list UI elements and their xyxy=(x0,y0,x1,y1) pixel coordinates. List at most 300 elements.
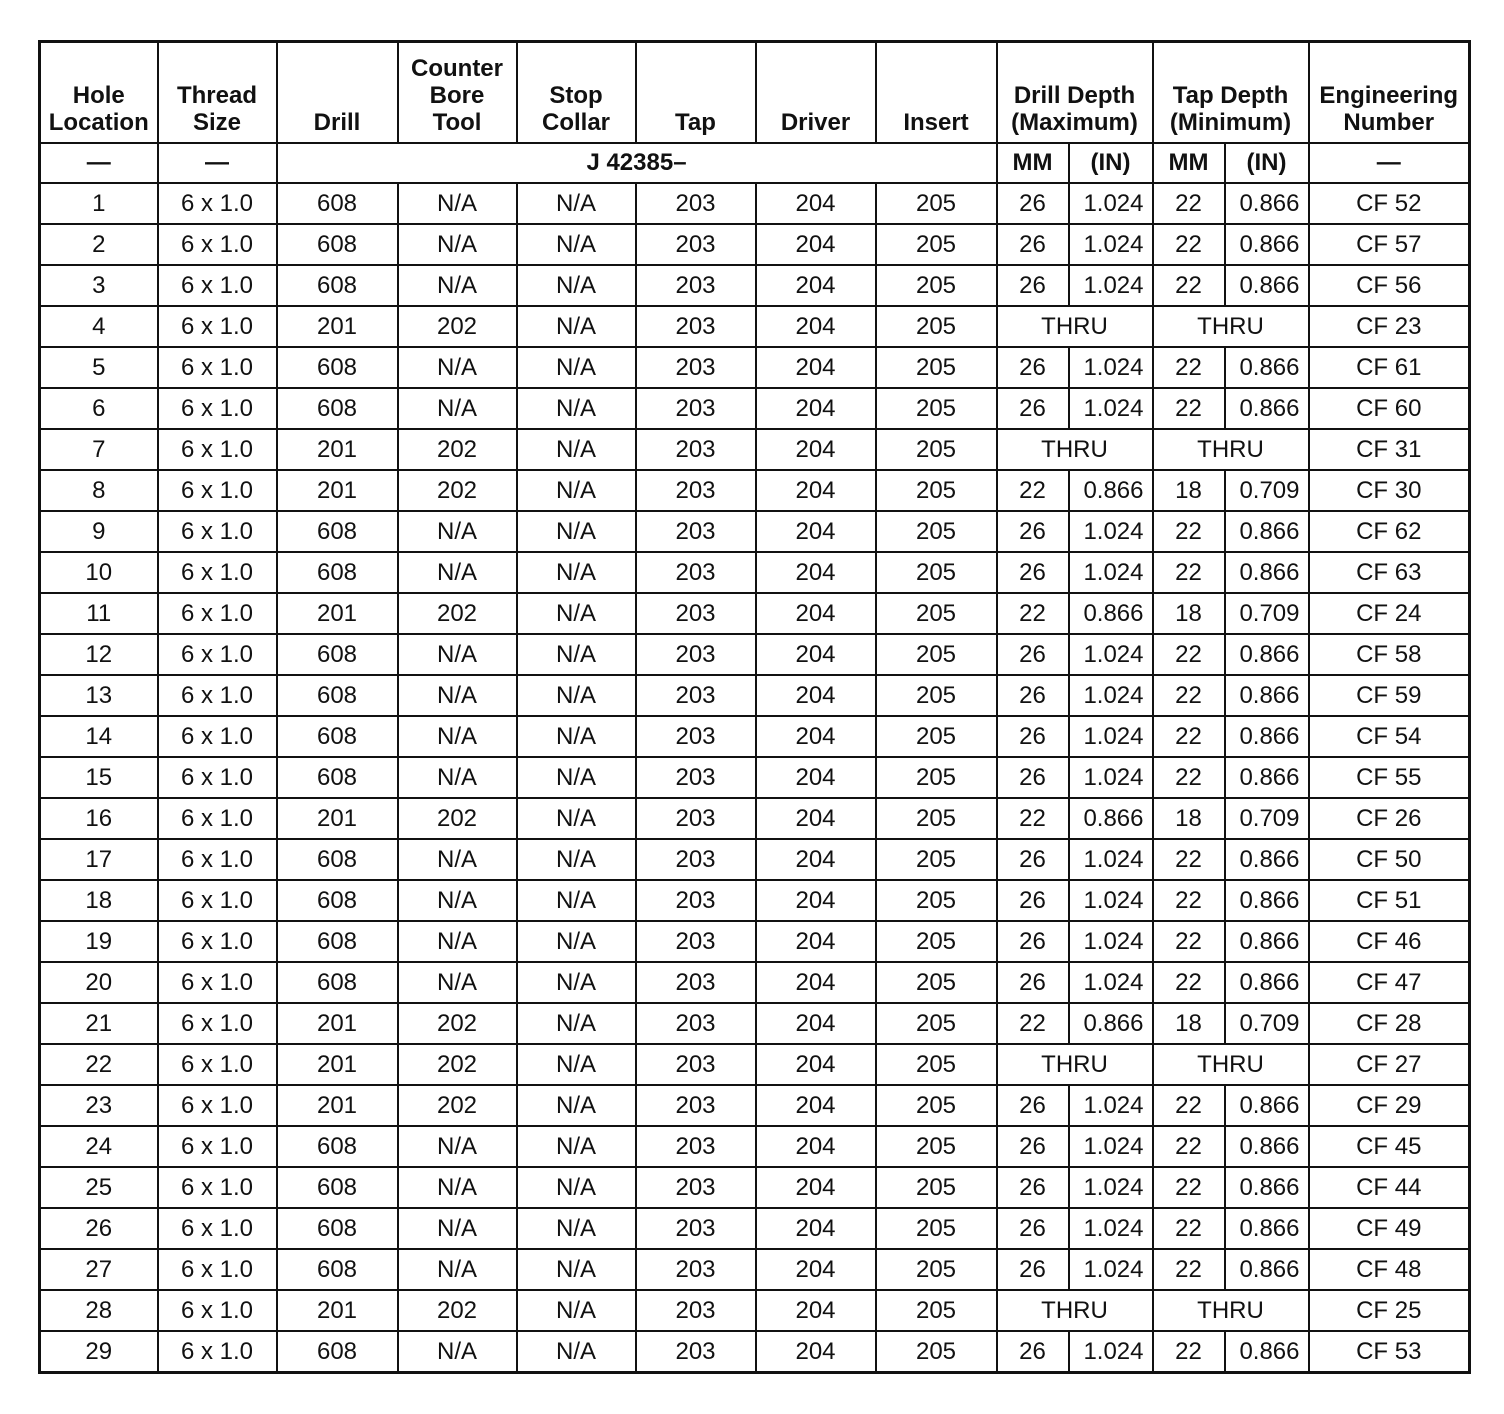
cell-tap-depth-in: 0.866 xyxy=(1225,347,1309,388)
cell-drill: 201 xyxy=(277,798,398,839)
cell-hole-location: 14 xyxy=(40,716,158,757)
cell-tap-depth-in: 0.866 xyxy=(1225,1085,1309,1126)
cell-tap: 203 xyxy=(636,306,756,347)
cell-tap-depth-mm: 22 xyxy=(1153,716,1225,757)
table-row xyxy=(40,1249,1470,1290)
cell-drill: 201 xyxy=(277,306,398,347)
cell-hole-location: 29 xyxy=(40,1331,158,1373)
cell-insert: 205 xyxy=(876,798,997,839)
header-row xyxy=(40,42,1470,144)
cell-stop-collar: N/A xyxy=(517,306,636,347)
cell-tap: 203 xyxy=(636,347,756,388)
cell-engineering-number: CF 44 xyxy=(1309,1167,1470,1208)
cell-stop-collar: N/A xyxy=(517,1126,636,1167)
cell-drill: 608 xyxy=(277,1331,398,1373)
cell-thread-size: 6 x 1.0 xyxy=(158,716,277,757)
cell-tap-depth-in: 0.866 xyxy=(1225,1126,1309,1167)
cell-drill-depth-in: 1.024 xyxy=(1069,1249,1153,1290)
cell-tap-depth-thru: THRU xyxy=(1153,306,1309,347)
cell-counter-bore-tool: N/A xyxy=(398,388,517,429)
table-row xyxy=(40,798,1470,839)
cell-hole-location: 26 xyxy=(40,1208,158,1249)
cell-tap-depth-in: 0.866 xyxy=(1225,552,1309,593)
cell-drill-depth-mm: 26 xyxy=(997,511,1069,552)
cell-engineering-number: CF 28 xyxy=(1309,1003,1470,1044)
cell-stop-collar: N/A xyxy=(517,716,636,757)
cell-driver: 204 xyxy=(756,757,876,798)
cell-stop-collar: N/A xyxy=(517,1167,636,1208)
subheader-tap-mm: MM xyxy=(1153,143,1225,183)
cell-insert: 205 xyxy=(876,1167,997,1208)
cell-insert: 205 xyxy=(876,921,997,962)
cell-stop-collar: N/A xyxy=(517,265,636,306)
cell-counter-bore-tool: 202 xyxy=(398,593,517,634)
cell-stop-collar: N/A xyxy=(517,552,636,593)
cell-drill-depth-mm: 26 xyxy=(997,388,1069,429)
cell-thread-size: 6 x 1.0 xyxy=(158,839,277,880)
cell-drill-depth-mm: 26 xyxy=(997,757,1069,798)
cell-hole-location: 3 xyxy=(40,265,158,306)
table-row xyxy=(40,839,1470,880)
hole-specification-table xyxy=(38,40,1471,1374)
cell-tap: 203 xyxy=(636,1167,756,1208)
cell-driver: 204 xyxy=(756,880,876,921)
cell-insert: 205 xyxy=(876,1208,997,1249)
cell-driver: 204 xyxy=(756,593,876,634)
subheader-drill-in: (IN) xyxy=(1069,143,1153,183)
cell-drill-depth-in: 1.024 xyxy=(1069,552,1153,593)
cell-drill: 608 xyxy=(277,1167,398,1208)
table-row xyxy=(40,306,1470,347)
cell-tap: 203 xyxy=(636,839,756,880)
cell-driver: 204 xyxy=(756,1167,876,1208)
cell-insert: 205 xyxy=(876,511,997,552)
cell-tap-depth-mm: 22 xyxy=(1153,675,1225,716)
cell-tap-depth-in: 0.866 xyxy=(1225,1208,1309,1249)
cell-thread-size: 6 x 1.0 xyxy=(158,470,277,511)
cell-hole-location: 21 xyxy=(40,1003,158,1044)
cell-counter-bore-tool: N/A xyxy=(398,716,517,757)
header-drill-depth: Drill Depth (Maximum) xyxy=(997,42,1153,144)
cell-engineering-number: CF 54 xyxy=(1309,716,1470,757)
cell-tap-depth-mm: 22 xyxy=(1153,265,1225,306)
table-row xyxy=(40,1290,1470,1331)
table-row xyxy=(40,1331,1470,1373)
cell-tap: 203 xyxy=(636,388,756,429)
cell-drill: 201 xyxy=(277,1044,398,1085)
cell-thread-size: 6 x 1.0 xyxy=(158,1331,277,1373)
subheader-eng-dash: — xyxy=(1309,143,1470,183)
cell-hole-location: 9 xyxy=(40,511,158,552)
cell-drill-depth-in: 0.866 xyxy=(1069,470,1153,511)
cell-tap: 203 xyxy=(636,1290,756,1331)
cell-tap-depth-in: 0.866 xyxy=(1225,921,1309,962)
cell-thread-size: 6 x 1.0 xyxy=(158,1290,277,1331)
table-row xyxy=(40,1126,1470,1167)
cell-drill: 608 xyxy=(277,962,398,1003)
cell-tap-depth-mm: 18 xyxy=(1153,593,1225,634)
cell-drill: 608 xyxy=(277,347,398,388)
header-driver: Driver xyxy=(756,42,876,144)
cell-drill-depth-in: 1.024 xyxy=(1069,224,1153,265)
cell-tap-depth-mm: 22 xyxy=(1153,962,1225,1003)
cell-tap-depth-thru: THRU xyxy=(1153,1290,1309,1331)
cell-drill-depth-in: 1.024 xyxy=(1069,880,1153,921)
cell-drill-depth-mm: 26 xyxy=(997,1167,1069,1208)
cell-tap-depth-mm: 18 xyxy=(1153,470,1225,511)
cell-engineering-number: CF 63 xyxy=(1309,552,1470,593)
cell-tap: 203 xyxy=(636,429,756,470)
cell-engineering-number: CF 30 xyxy=(1309,470,1470,511)
cell-stop-collar: N/A xyxy=(517,1208,636,1249)
cell-tap-depth-mm: 22 xyxy=(1153,757,1225,798)
cell-stop-collar: N/A xyxy=(517,1249,636,1290)
cell-drill: 201 xyxy=(277,1290,398,1331)
cell-counter-bore-tool: N/A xyxy=(398,839,517,880)
cell-counter-bore-tool: N/A xyxy=(398,1249,517,1290)
cell-counter-bore-tool: N/A xyxy=(398,675,517,716)
cell-driver: 204 xyxy=(756,1249,876,1290)
table-row xyxy=(40,511,1470,552)
cell-tap-depth-in: 0.866 xyxy=(1225,962,1309,1003)
table-row xyxy=(40,880,1470,921)
cell-stop-collar: N/A xyxy=(517,798,636,839)
table-row xyxy=(40,593,1470,634)
cell-insert: 205 xyxy=(876,347,997,388)
cell-drill-depth-mm: 22 xyxy=(997,470,1069,511)
cell-thread-size: 6 x 1.0 xyxy=(158,224,277,265)
header-counter-bore-tool: Counter Bore Tool xyxy=(398,42,517,144)
cell-drill-depth-mm: 22 xyxy=(997,1003,1069,1044)
cell-tap-depth-in: 0.866 xyxy=(1225,880,1309,921)
cell-stop-collar: N/A xyxy=(517,388,636,429)
cell-stop-collar: N/A xyxy=(517,224,636,265)
cell-drill-depth-mm: 26 xyxy=(997,716,1069,757)
cell-drill-depth-mm: 26 xyxy=(997,1085,1069,1126)
cell-tap-depth-mm: 22 xyxy=(1153,1331,1225,1373)
cell-driver: 204 xyxy=(756,183,876,224)
cell-stop-collar: N/A xyxy=(517,757,636,798)
cell-drill-depth-mm: 26 xyxy=(997,347,1069,388)
cell-drill-depth-mm: 26 xyxy=(997,1126,1069,1167)
cell-hole-location: 23 xyxy=(40,1085,158,1126)
subheader-tap-in: (IN) xyxy=(1225,143,1309,183)
cell-drill: 608 xyxy=(277,388,398,429)
cell-hole-location: 16 xyxy=(40,798,158,839)
cell-insert: 205 xyxy=(876,306,997,347)
cell-drill-depth-in: 1.024 xyxy=(1069,347,1153,388)
cell-insert: 205 xyxy=(876,1126,997,1167)
cell-tap-depth-mm: 22 xyxy=(1153,880,1225,921)
cell-driver: 204 xyxy=(756,1085,876,1126)
cell-driver: 204 xyxy=(756,839,876,880)
cell-driver: 204 xyxy=(756,552,876,593)
cell-insert: 205 xyxy=(876,839,997,880)
cell-engineering-number: CF 57 xyxy=(1309,224,1470,265)
cell-driver: 204 xyxy=(756,1003,876,1044)
cell-counter-bore-tool: N/A xyxy=(398,1208,517,1249)
cell-thread-size: 6 x 1.0 xyxy=(158,347,277,388)
cell-tap: 203 xyxy=(636,552,756,593)
table-row xyxy=(40,265,1470,306)
cell-engineering-number: CF 25 xyxy=(1309,1290,1470,1331)
cell-stop-collar: N/A xyxy=(517,839,636,880)
cell-driver: 204 xyxy=(756,306,876,347)
cell-hole-location: 6 xyxy=(40,388,158,429)
cell-tap: 203 xyxy=(636,1085,756,1126)
cell-driver: 204 xyxy=(756,798,876,839)
table-row xyxy=(40,634,1470,675)
cell-insert: 205 xyxy=(876,962,997,1003)
cell-hole-location: 17 xyxy=(40,839,158,880)
cell-drill-depth-in: 1.024 xyxy=(1069,1208,1153,1249)
cell-insert: 205 xyxy=(876,675,997,716)
cell-tap-depth-in: 0.866 xyxy=(1225,716,1309,757)
cell-hole-location: 2 xyxy=(40,224,158,265)
cell-drill-depth-mm: 26 xyxy=(997,224,1069,265)
cell-counter-bore-tool: 202 xyxy=(398,798,517,839)
cell-insert: 205 xyxy=(876,224,997,265)
cell-drill-depth-in: 1.024 xyxy=(1069,757,1153,798)
cell-driver: 204 xyxy=(756,470,876,511)
table-row xyxy=(40,1208,1470,1249)
cell-drill-depth-mm: 26 xyxy=(997,1249,1069,1290)
cell-engineering-number: CF 58 xyxy=(1309,634,1470,675)
cell-tap-depth-mm: 22 xyxy=(1153,388,1225,429)
cell-tap-depth-mm: 18 xyxy=(1153,798,1225,839)
cell-stop-collar: N/A xyxy=(517,1331,636,1373)
cell-engineering-number: CF 50 xyxy=(1309,839,1470,880)
cell-drill-depth-thru: THRU xyxy=(997,429,1153,470)
cell-insert: 205 xyxy=(876,593,997,634)
cell-tap-depth-mm: 22 xyxy=(1153,1085,1225,1126)
cell-tap: 203 xyxy=(636,880,756,921)
cell-drill: 608 xyxy=(277,921,398,962)
cell-tap: 203 xyxy=(636,470,756,511)
cell-counter-bore-tool: 202 xyxy=(398,429,517,470)
cell-drill-depth-in: 1.024 xyxy=(1069,839,1153,880)
cell-drill: 608 xyxy=(277,1249,398,1290)
cell-engineering-number: CF 51 xyxy=(1309,880,1470,921)
cell-tap: 203 xyxy=(636,1126,756,1167)
table-row xyxy=(40,347,1470,388)
cell-thread-size: 6 x 1.0 xyxy=(158,1167,277,1208)
cell-tap-depth-in: 0.709 xyxy=(1225,1003,1309,1044)
table-row xyxy=(40,470,1470,511)
cell-counter-bore-tool: N/A xyxy=(398,1331,517,1373)
cell-counter-bore-tool: N/A xyxy=(398,224,517,265)
cell-hole-location: 18 xyxy=(40,880,158,921)
cell-counter-bore-tool: N/A xyxy=(398,552,517,593)
cell-tap-depth-thru: THRU xyxy=(1153,1044,1309,1085)
cell-hole-location: 4 xyxy=(40,306,158,347)
cell-hole-location: 10 xyxy=(40,552,158,593)
cell-tap-depth-in: 0.866 xyxy=(1225,1167,1309,1208)
cell-drill: 201 xyxy=(277,429,398,470)
table-row xyxy=(40,183,1470,224)
cell-driver: 204 xyxy=(756,1331,876,1373)
cell-tap-depth-mm: 22 xyxy=(1153,1249,1225,1290)
cell-engineering-number: CF 61 xyxy=(1309,347,1470,388)
cell-drill-depth-in: 1.024 xyxy=(1069,511,1153,552)
cell-drill: 608 xyxy=(277,675,398,716)
cell-drill: 201 xyxy=(277,1085,398,1126)
subheader-tool-prefix: J 42385– xyxy=(277,143,997,183)
cell-counter-bore-tool: N/A xyxy=(398,962,517,1003)
cell-tap: 203 xyxy=(636,962,756,1003)
cell-driver: 204 xyxy=(756,224,876,265)
cell-engineering-number: CF 55 xyxy=(1309,757,1470,798)
cell-drill: 201 xyxy=(277,593,398,634)
cell-drill: 608 xyxy=(277,265,398,306)
cell-driver: 204 xyxy=(756,716,876,757)
cell-driver: 204 xyxy=(756,1208,876,1249)
cell-stop-collar: N/A xyxy=(517,675,636,716)
cell-insert: 205 xyxy=(876,716,997,757)
cell-counter-bore-tool: N/A xyxy=(398,1167,517,1208)
cell-hole-location: 24 xyxy=(40,1126,158,1167)
cell-insert: 205 xyxy=(876,757,997,798)
cell-hole-location: 1 xyxy=(40,183,158,224)
cell-counter-bore-tool: N/A xyxy=(398,634,517,675)
cell-insert: 205 xyxy=(876,265,997,306)
table-row xyxy=(40,388,1470,429)
cell-hole-location: 22 xyxy=(40,1044,158,1085)
cell-engineering-number: CF 45 xyxy=(1309,1126,1470,1167)
cell-hole-location: 7 xyxy=(40,429,158,470)
cell-counter-bore-tool: 202 xyxy=(398,306,517,347)
cell-counter-bore-tool: N/A xyxy=(398,921,517,962)
cell-tap: 203 xyxy=(636,1044,756,1085)
cell-engineering-number: CF 48 xyxy=(1309,1249,1470,1290)
cell-tap-depth-mm: 22 xyxy=(1153,552,1225,593)
cell-engineering-number: CF 60 xyxy=(1309,388,1470,429)
cell-drill: 201 xyxy=(277,1003,398,1044)
table-row xyxy=(40,757,1470,798)
cell-insert: 205 xyxy=(876,1331,997,1373)
cell-counter-bore-tool: 202 xyxy=(398,1085,517,1126)
cell-driver: 204 xyxy=(756,962,876,1003)
cell-drill-depth-mm: 26 xyxy=(997,183,1069,224)
cell-tap: 203 xyxy=(636,265,756,306)
cell-tap: 203 xyxy=(636,1208,756,1249)
cell-thread-size: 6 x 1.0 xyxy=(158,880,277,921)
cell-driver: 204 xyxy=(756,388,876,429)
cell-drill: 608 xyxy=(277,1208,398,1249)
header-insert: Insert xyxy=(876,42,997,144)
cell-drill-depth-mm: 26 xyxy=(997,839,1069,880)
cell-drill-depth-in: 1.024 xyxy=(1069,921,1153,962)
cell-drill: 201 xyxy=(277,470,398,511)
cell-counter-bore-tool: 202 xyxy=(398,1044,517,1085)
cell-tap-depth-mm: 22 xyxy=(1153,839,1225,880)
cell-hole-location: 11 xyxy=(40,593,158,634)
cell-drill-depth-thru: THRU xyxy=(997,1044,1153,1085)
cell-stop-collar: N/A xyxy=(517,511,636,552)
cell-engineering-number: CF 27 xyxy=(1309,1044,1470,1085)
cell-drill-depth-in: 1.024 xyxy=(1069,1167,1153,1208)
cell-engineering-number: CF 52 xyxy=(1309,183,1470,224)
cell-insert: 205 xyxy=(876,1003,997,1044)
cell-tap-depth-in: 0.866 xyxy=(1225,224,1309,265)
cell-tap: 203 xyxy=(636,921,756,962)
table-row xyxy=(40,1167,1470,1208)
cell-hole-location: 8 xyxy=(40,470,158,511)
cell-hole-location: 25 xyxy=(40,1167,158,1208)
cell-hole-location: 5 xyxy=(40,347,158,388)
cell-driver: 204 xyxy=(756,511,876,552)
cell-thread-size: 6 x 1.0 xyxy=(158,1085,277,1126)
cell-engineering-number: CF 59 xyxy=(1309,675,1470,716)
cell-hole-location: 15 xyxy=(40,757,158,798)
cell-hole-location: 27 xyxy=(40,1249,158,1290)
cell-driver: 204 xyxy=(756,1290,876,1331)
cell-tap-depth-in: 0.866 xyxy=(1225,388,1309,429)
cell-drill-depth-mm: 26 xyxy=(997,675,1069,716)
cell-hole-location: 13 xyxy=(40,675,158,716)
cell-tap-depth-in: 0.866 xyxy=(1225,183,1309,224)
cell-tap: 203 xyxy=(636,511,756,552)
cell-drill-depth-in: 1.024 xyxy=(1069,1085,1153,1126)
cell-tap-depth-mm: 22 xyxy=(1153,224,1225,265)
cell-tap-depth-in: 0.866 xyxy=(1225,511,1309,552)
cell-thread-size: 6 x 1.0 xyxy=(158,593,277,634)
cell-tap-depth-in: 0.866 xyxy=(1225,675,1309,716)
cell-drill-depth-mm: 26 xyxy=(997,921,1069,962)
cell-insert: 205 xyxy=(876,1044,997,1085)
cell-counter-bore-tool: N/A xyxy=(398,880,517,921)
cell-drill-depth-in: 1.024 xyxy=(1069,388,1153,429)
cell-thread-size: 6 x 1.0 xyxy=(158,388,277,429)
cell-driver: 204 xyxy=(756,634,876,675)
cell-drill-depth-mm: 22 xyxy=(997,798,1069,839)
cell-stop-collar: N/A xyxy=(517,634,636,675)
cell-driver: 204 xyxy=(756,921,876,962)
header-drill: Drill xyxy=(277,42,398,144)
cell-thread-size: 6 x 1.0 xyxy=(158,183,277,224)
cell-counter-bore-tool: N/A xyxy=(398,183,517,224)
cell-stop-collar: N/A xyxy=(517,921,636,962)
cell-thread-size: 6 x 1.0 xyxy=(158,634,277,675)
cell-thread-size: 6 x 1.0 xyxy=(158,1208,277,1249)
cell-tap-depth-in: 0.866 xyxy=(1225,265,1309,306)
cell-tap-depth-thru: THRU xyxy=(1153,429,1309,470)
cell-drill-depth-in: 1.024 xyxy=(1069,265,1153,306)
cell-drill: 608 xyxy=(277,552,398,593)
cell-drill-depth-in: 1.024 xyxy=(1069,962,1153,1003)
cell-counter-bore-tool: 202 xyxy=(398,1003,517,1044)
cell-engineering-number: CF 26 xyxy=(1309,798,1470,839)
cell-drill-depth-mm: 26 xyxy=(997,962,1069,1003)
cell-insert: 205 xyxy=(876,634,997,675)
cell-insert: 205 xyxy=(876,183,997,224)
cell-engineering-number: CF 23 xyxy=(1309,306,1470,347)
cell-hole-location: 20 xyxy=(40,962,158,1003)
cell-tap: 203 xyxy=(636,1249,756,1290)
cell-driver: 204 xyxy=(756,429,876,470)
cell-stop-collar: N/A xyxy=(517,1044,636,1085)
cell-driver: 204 xyxy=(756,265,876,306)
cell-tap: 203 xyxy=(636,593,756,634)
cell-tap: 203 xyxy=(636,224,756,265)
cell-stop-collar: N/A xyxy=(517,1085,636,1126)
cell-counter-bore-tool: N/A xyxy=(398,1126,517,1167)
cell-tap-depth-in: 0.866 xyxy=(1225,1249,1309,1290)
subheader-thread-dash: — xyxy=(158,143,277,183)
cell-tap: 203 xyxy=(636,675,756,716)
cell-tap-depth-mm: 22 xyxy=(1153,634,1225,675)
table-row xyxy=(40,429,1470,470)
